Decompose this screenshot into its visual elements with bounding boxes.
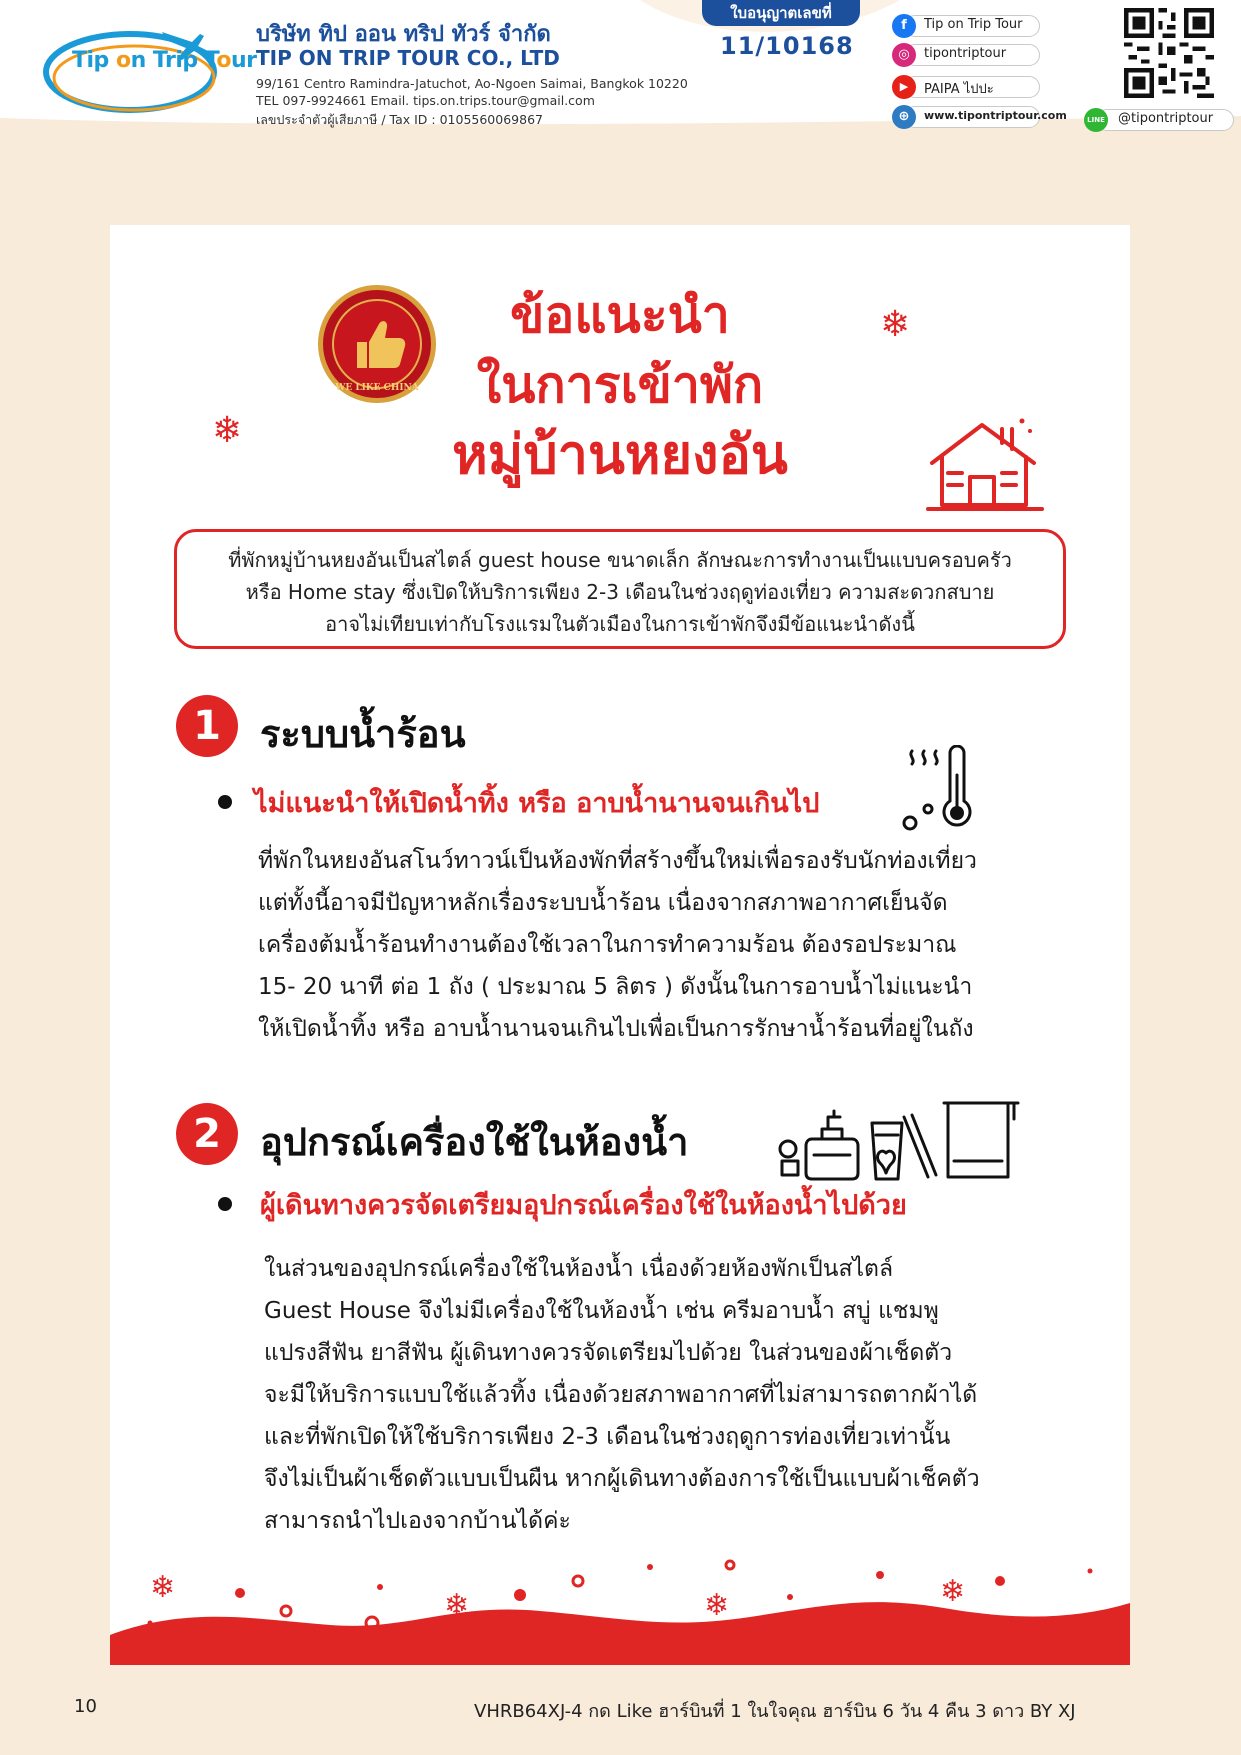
- section-body-line: และที่พักเปิดให้ใช้บริการเพียง 2-3 เดือนในช่วงฤดูการท่องเที่ยวเท่านั้น: [264, 1424, 951, 1450]
- snow-house-icon: [926, 415, 1044, 513]
- section-body-line: แปรงสีฟัน ยาสีฟัน ผู้เดินทางควรจัดเตรียมไปด้วย ในส่วนของผ้าเช็ดตัว: [264, 1340, 953, 1366]
- company-contact: TEL 097-9924661 Email. tips.on.trips.tour@gmail.com: [256, 93, 595, 108]
- license-label: ใบอนุญาตเลขที่: [702, 0, 860, 26]
- svg-text:❄: ❄: [150, 1570, 176, 1605]
- section-body-line: แต่ทั้งนี้อาจมีปัญหาหลักเรื่องระบบน้ำร้อน เนื่องจากสภาพอากาศเย็นจัด: [258, 890, 948, 916]
- intro-notice-box: [174, 529, 1066, 649]
- youtube-icon: ▶: [892, 75, 916, 99]
- section-body-line: เครื่องต้มน้ำร้อนทำงานต้องใช้เวลาในการทำความร้อน ต้องรอประมาณ: [258, 932, 957, 958]
- section-number-badge: 1: [176, 695, 238, 757]
- qr-code[interactable]: [1124, 8, 1214, 98]
- poster-title-line-3: หมู่บ้านหยงอัน: [452, 423, 788, 486]
- section-body-line: จึงไม่เป็นผ้าเช็ดตัวแบบเป็นผืน หากผู้เดินทางต้องการใช้เป็นแบบผ้าเช็คตัว: [264, 1466, 980, 1492]
- intro-line: หรือ Home stay ซึ่งเปิดให้บริการเพียง 2-3 เดือนในช่วงฤดูท่องเที่ยว ความสะดวกสบาย: [245, 580, 995, 604]
- social-label: www.tipontriptour.com: [924, 109, 1067, 122]
- bullet-point: [218, 795, 232, 809]
- facebook-icon: f: [892, 14, 916, 38]
- svg-text:❄: ❄: [704, 1588, 730, 1623]
- bullet-point: [218, 1197, 232, 1211]
- tour-code-footer: VHRB64XJ-4 กด Like ฮาร์บินที่ 1 ในใจคุณ ฮาร์บิน 6 วัน 4 คืน 3 ดาว BY XJ: [474, 1701, 1076, 1722]
- section-body-line: 15- 20 นาที ต่อ 1 ถัง ( ประมาณ 5 ลิตร ) ดังนั้นในการอาบน้ำไม่แนะนำ: [258, 974, 973, 1000]
- svg-text:WE LIKE CHINA: WE LIKE CHINA: [335, 383, 419, 393]
- section-body-line: ที่พักในหยงอันสโนว์ทาวน์เป็นห้องพักที่สร้างขึ้นใหม่เพื่อรองรับนักท่องเที่ยว: [258, 848, 977, 874]
- social-label: @tipontriptour: [1118, 111, 1214, 126]
- section-body-line: สามารถนำไปเองจากบ้านได้ค่ะ: [264, 1508, 571, 1534]
- snowflake-icon: ❄: [212, 410, 243, 451]
- company-address: 99/161 Centro Ramindra-Jatuchot, Ao-Ngoen Saimai, Bangkok 10220: [256, 76, 688, 91]
- snowflake-icon: ❄: [880, 304, 911, 345]
- company-tax-id: เลขประจำตัวผู้เสียภาษี / Tax ID : 0105560069867: [256, 112, 543, 127]
- svg-text:❄: ❄: [444, 1588, 470, 1623]
- section-title-toiletries: อุปกรณ์เครื่องใช้ในห้องน้ำ: [260, 1120, 689, 1164]
- web-icon: ⊕: [892, 105, 916, 129]
- section-title-hot-water: ระบบน้ำร้อน: [260, 712, 466, 756]
- social-instagram[interactable]: [892, 43, 1048, 67]
- company-name-thai: บริษัท ทิป ออน ทริป ทัวร์ จำกัด: [256, 22, 551, 47]
- poster-title-line-2: ในการเข้าพัก: [476, 356, 764, 414]
- section-body-line: ให้เปิดน้ำทิ้ง หรือ อาบน้ำนานจนเกินไปเพื่อเป็นการรักษาน้ำร้อนที่อยู่ในถัง: [258, 1016, 974, 1042]
- social-label: Tip on Trip Tour: [924, 17, 1023, 32]
- guest-house-advice-poster: [110, 225, 1130, 1665]
- section-body-line: จะมีให้บริการแบบใช้แล้วทิ้ง เนื่องด้วยสภาพอากาศที่ไม่สามารถตากผ้าได้: [264, 1382, 978, 1408]
- company-name-english: TIP ON TRIP TOUR CO., LTD: [256, 46, 560, 70]
- intro-line: อาจไม่เทียบเท่ากับโรงแรมในตัวเมืองในการเข้าพักจึงมีข้อแนะนำดังนี้: [325, 612, 915, 636]
- snow-ground-decoration: [110, 1525, 1130, 1665]
- social-website[interactable]: [892, 105, 1067, 129]
- toiletries-icon: [774, 1083, 1024, 1183]
- social-line[interactable]: [1084, 108, 1234, 132]
- instagram-icon: ◎: [892, 43, 916, 67]
- poster-title-line-1: ข้อแนะนำ: [510, 286, 730, 344]
- section-body-line: Guest House จึงไม่มีเครื่องใช้ในห้องน้ำ เช่น ครีมอาบน้ำ สบู่ แชมพู: [264, 1298, 939, 1324]
- social-label: PAIPA ไปปะ: [924, 82, 994, 97]
- page-number: 10: [74, 1696, 97, 1717]
- line-icon: LINE: [1084, 108, 1108, 132]
- social-label: tipontriptour: [924, 46, 1007, 61]
- thermometer-icon: [898, 745, 990, 837]
- intro-line: ที่พักหมู่บ้านหยงอันเป็นสไตล์ guest house ขนาดเล็ก ลักษณะการทำงานเป็นแบบครอบครัว: [228, 548, 1012, 572]
- svg-text:❄: ❄: [940, 1574, 966, 1609]
- section-bullet-warning: ไม่แนะนำให้เปิดน้ำทิ้ง หรือ อาบน้ำนานจนเกินไป: [254, 788, 820, 819]
- social-youtube[interactable]: [892, 75, 1048, 99]
- logo-wordmark: Tip on Trip Tour: [72, 48, 257, 73]
- license-number: 11/10168: [720, 32, 854, 60]
- section-body-line: ในส่วนของอุปกรณ์เครื่องใช้ในห้องน้ำ เนื่องด้วยห้องพักเป็นสไตล์: [264, 1256, 894, 1282]
- letterhead: [0, 0, 1241, 138]
- social-facebook[interactable]: [892, 14, 1048, 38]
- section-bullet-warning: ผู้เดินทางควรจัดเตรียมอุปกรณ์เครื่องใช้ในห้องน้ำไปด้วย: [260, 1190, 907, 1221]
- section-number-badge: 2: [176, 1103, 238, 1165]
